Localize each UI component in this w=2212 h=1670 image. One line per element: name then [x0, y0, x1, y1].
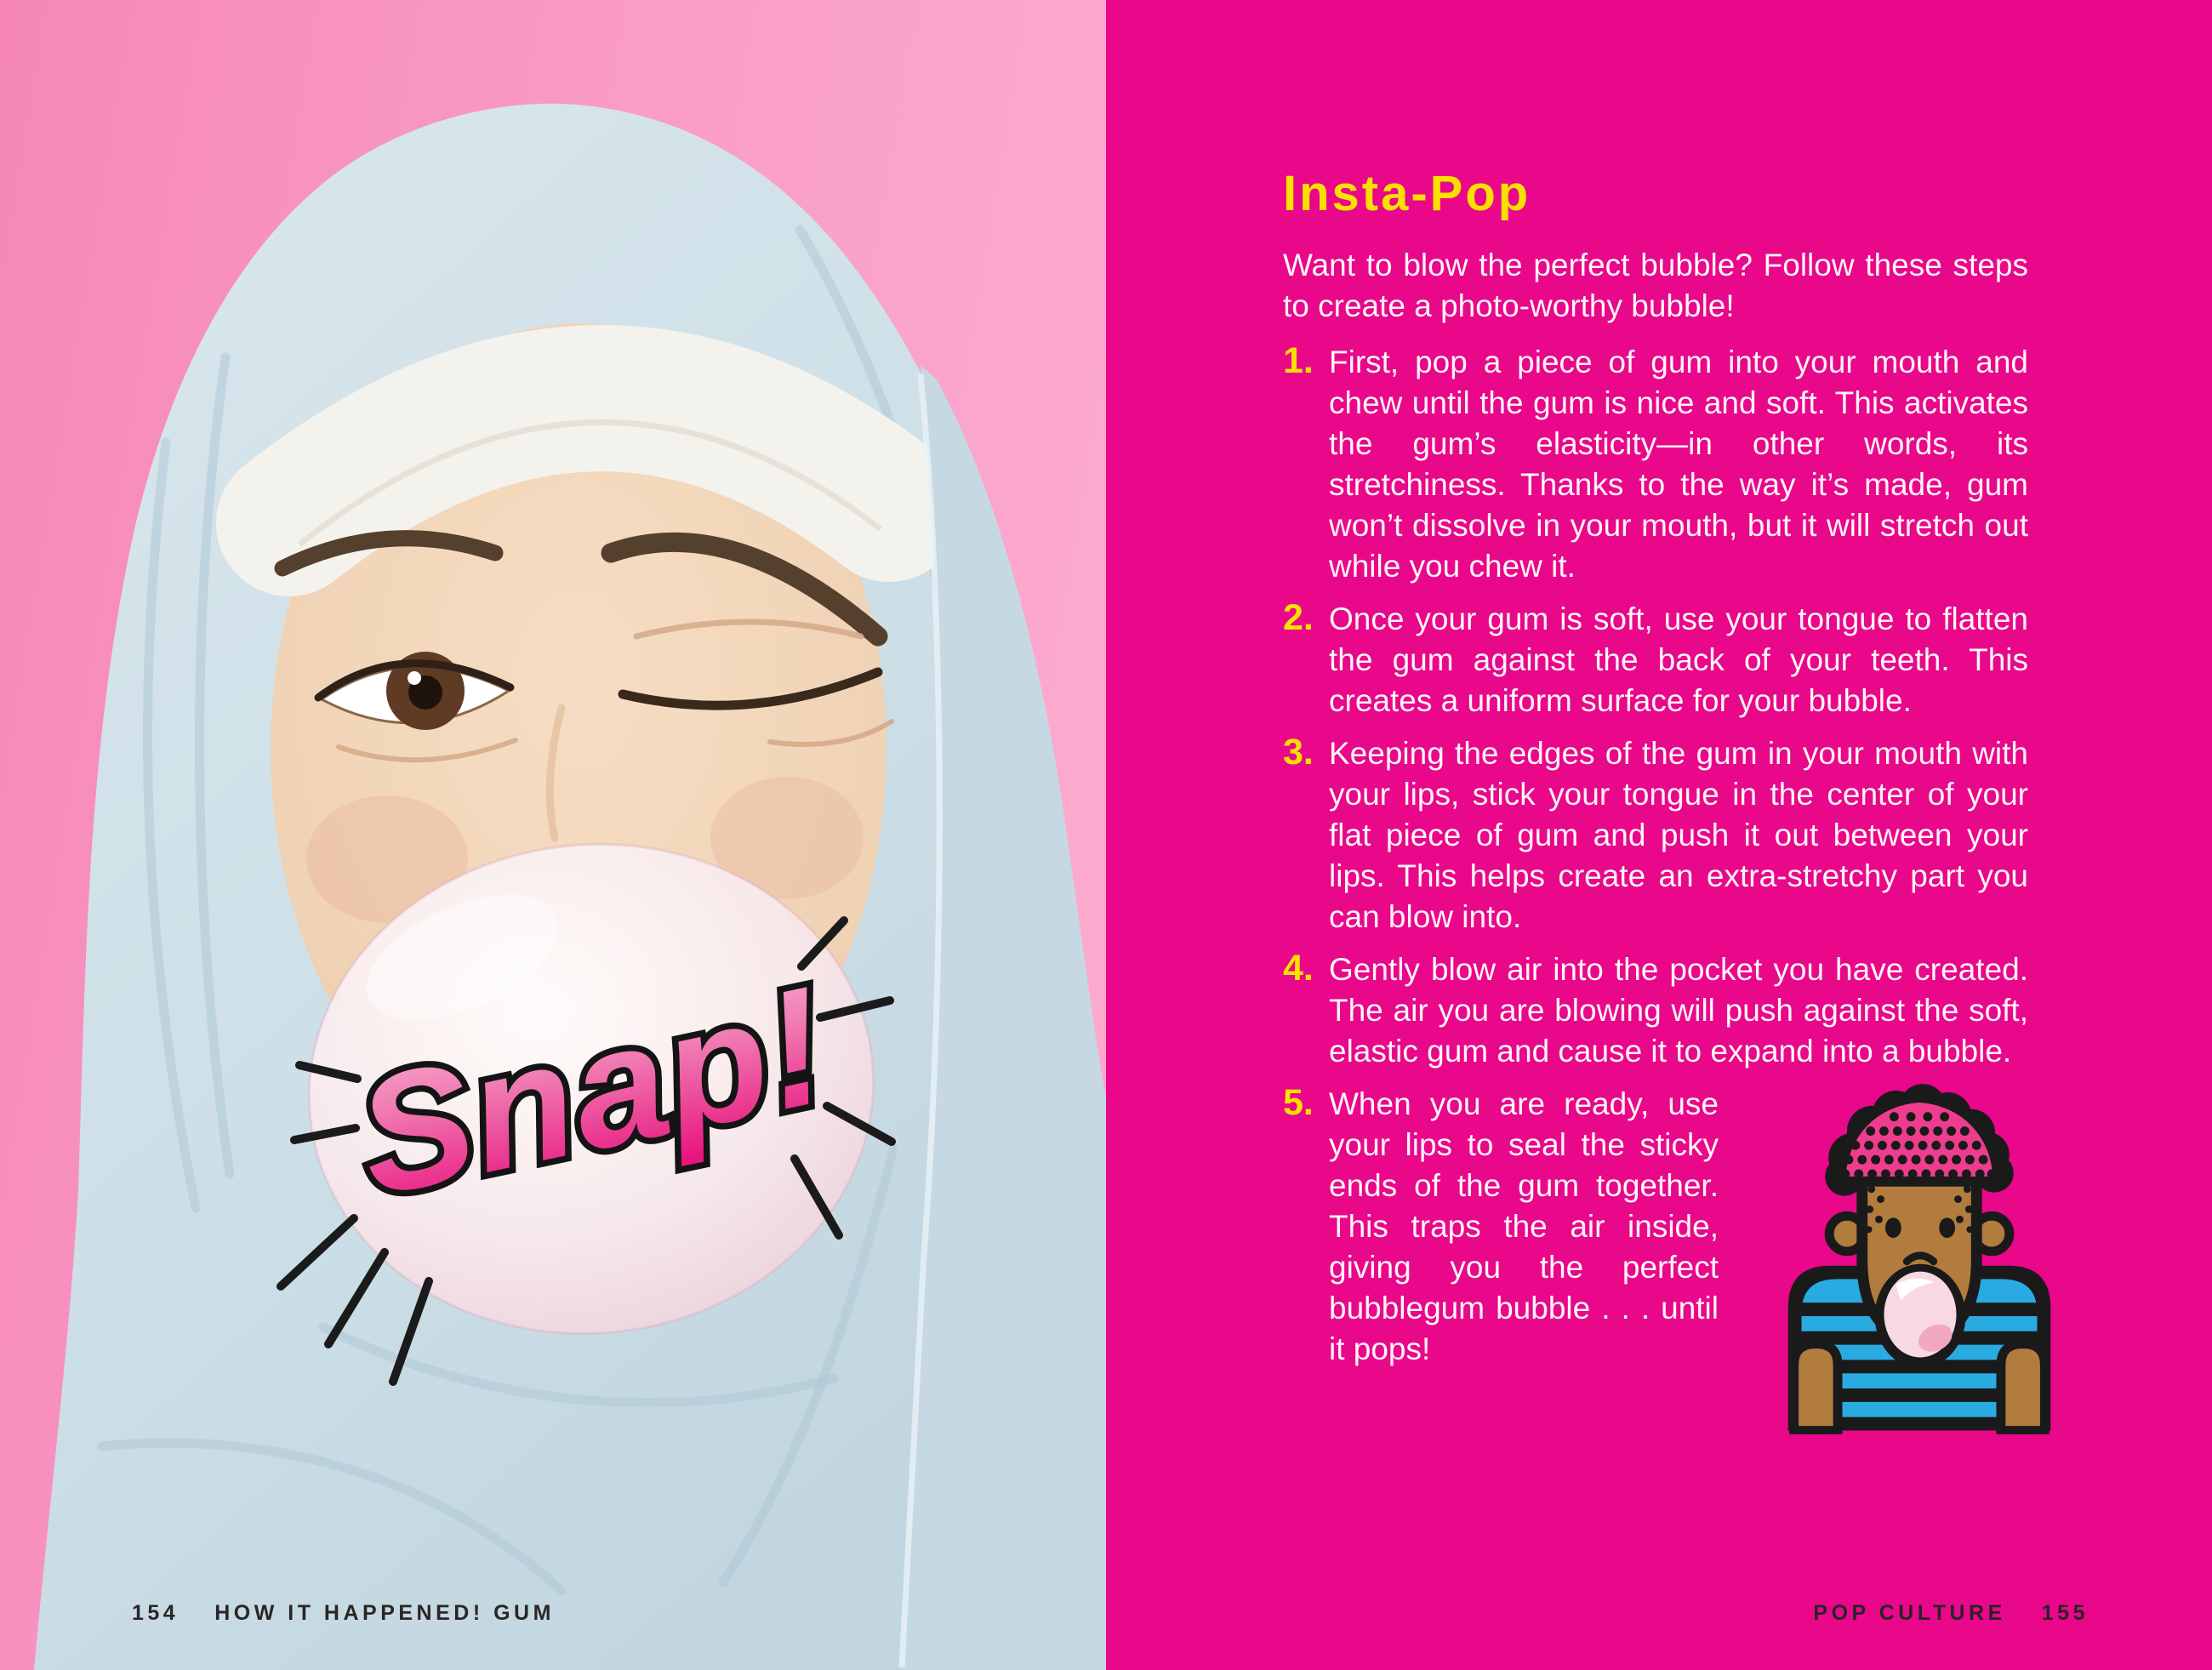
step-3-number: 3. — [1283, 732, 1314, 772]
page-title: Insta-Pop — [1283, 166, 1531, 221]
step-2 — [1283, 599, 2028, 721]
step-2-number: 2. — [1283, 597, 1314, 638]
step-4-text: Gently blow air into the pocket you have created. The air you are blowing will push against the soft, elastic gum and cause it to expand into a bubble. — [1329, 952, 2028, 1069]
step-2-text: Once your gum is soft, use your tongue to flatten the gum against the back of your teeth. This creates a uniform surface for your bubble. — [1329, 601, 2028, 718]
snap-text: Snap! — [342, 950, 843, 1232]
step-4 — [1283, 949, 2028, 1072]
right-page-number: 155 — [2041, 1601, 2089, 1625]
step-3-text: Keeping the edges of the gum in your mouth with your lips, stick your tongue in the center of your flat piece of gum and push it out between your lips. This helps create an extra-stretchy part you can blow into. — [1329, 736, 2028, 934]
left-page-footer — [132, 1601, 555, 1626]
step-1-number: 1. — [1283, 340, 1314, 381]
step-3 — [1283, 733, 2028, 938]
step-5-text: When you are ready, use your lips to seal the sticky ends of the gum together. This traps the air inside, giving you the perfect bubblegum bubble . . . until it pops! — [1329, 1086, 1719, 1366]
step-1 — [1283, 342, 2028, 587]
section-title: POP CULTURE — [1813, 1601, 2006, 1625]
right-page — [1106, 0, 2212, 1670]
book-title: HOW IT HAPPENED! GUM — [214, 1601, 555, 1625]
right-page-footer — [1813, 1601, 2089, 1626]
boy-bubble — [1875, 1264, 1966, 1369]
step-5-number: 5. — [1283, 1082, 1314, 1123]
step-4-number: 4. — [1283, 948, 1314, 989]
step-5 — [1283, 1084, 1719, 1370]
intro-paragraph: Want to blow the perfect bubble? Follow these steps to create a photo-worthy bubble! — [1283, 248, 2028, 323]
step-5-row — [1283, 1084, 2028, 1434]
bubble-boy-illustration — [1768, 1052, 2071, 1434]
step-1-text: First, pop a piece of gum into your mouth and chew until the gum is nice and soft. This activates the gum’s elasticity—in other words, its stretchiness. Thanks to the way it’s made, gum won’t dissolve in your mouth, but it will stretch out while you chew it. — [1329, 345, 2028, 584]
left-page-number: 154 — [132, 1601, 180, 1625]
